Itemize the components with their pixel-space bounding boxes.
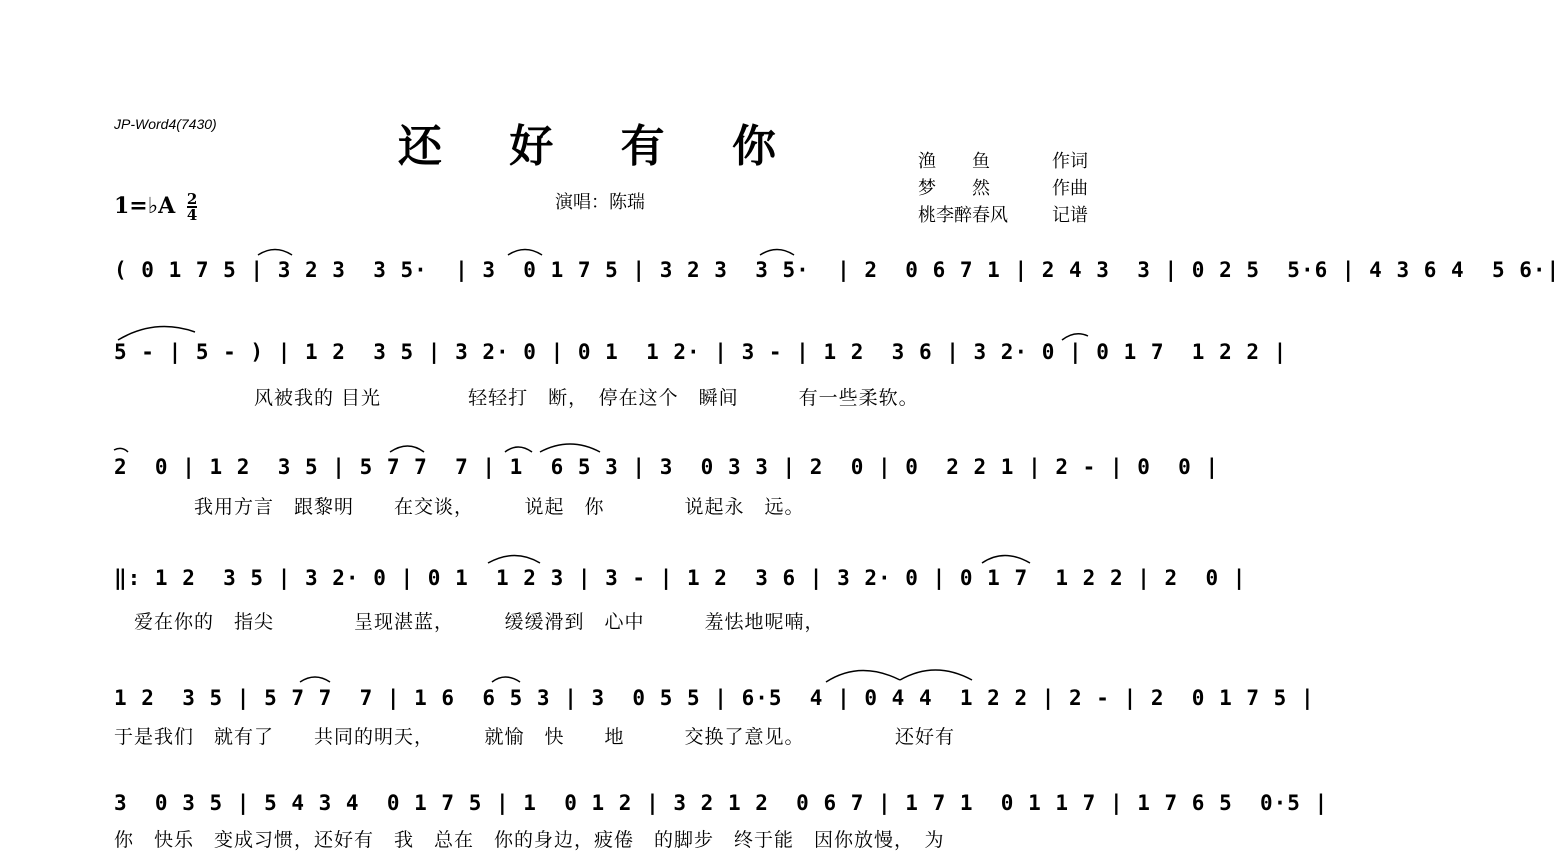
slur <box>505 447 532 452</box>
score-line-1: ( 0 1 7 5 | 3 2 3 3 5· | 3 0 1 7 5 | 3 2 3 3 5· | 2 0 6 7 1 | 2 4 3 3 | 0 2 5 5·6 | 4 3 6 4 5 6·| <box>114 258 1560 282</box>
credit-role: 作曲 <box>1052 178 1088 199</box>
lyric-line-2: 风被我的 目光 轻轻打 断， 停在这个 瞬间 有一些柔软。 <box>114 387 919 409</box>
slur <box>826 670 900 682</box>
credit-name: 渔 鱼 <box>918 151 990 172</box>
slur <box>300 677 330 682</box>
lyric-line-4: 爱在你的 指尖 呈现湛蓝， 缓缓滑到 心中 羞怯地呢喃， <box>114 611 825 633</box>
lyric-line-6: 你 快乐 变成习惯，还好有 我 总在 你的身边，疲倦 的脚步 终于能 因你放慢， 为 <box>114 829 945 851</box>
score-line-4: ‖: 1 2 3 5 | 3 2· 0 | 0 1 1 2 3 | 3 - | 1 2 3 6 | 3 2· 0 | 0 1 7 1 2 2 | 2 0 | <box>114 566 1247 590</box>
time-signature-bottom: 4 <box>186 206 198 224</box>
slur <box>900 670 972 680</box>
slur <box>390 446 424 452</box>
score-line-5: 1 2 3 5 | 5 7 7 7 | 1 6 6 5 3 | 3 0 5 5 | 6·5 4 | 0 4 4 1 2 2 | 2 - | 2 0 1 7 5 | <box>114 686 1315 710</box>
singer-label: 演唱：陈瑞 <box>555 192 645 213</box>
slur <box>540 444 600 452</box>
software-label: JP-Word4(7430) <box>114 116 217 132</box>
slur <box>508 250 542 256</box>
slur <box>760 250 794 256</box>
credit-role: 作词 <box>1052 151 1088 172</box>
score-line-2: 5 - | 5 - ) | 1 2 3 5 | 3 2· 0 | 0 1 1 2· | 3 - | 1 2 3 6 | 3 2· 0 | 0 1 7 1 2 2 | <box>114 340 1288 364</box>
song-title: 还 好 有 你 <box>398 121 802 172</box>
lyric-line-5: 于是我们 就有了 共同的明天， 就愉 快 地 交换了意见。 还好有 <box>114 726 956 748</box>
credit-name: 桃李醉春风 <box>918 205 1008 226</box>
lyric-line-3: 我用方言 跟黎明 在交谈， 说起 你 说起永 远。 <box>114 496 805 518</box>
slur <box>982 556 1030 564</box>
time-signature-top: 2 <box>186 190 198 208</box>
credit-name: 梦 然 <box>918 178 990 199</box>
slur <box>492 677 520 682</box>
score-line-3: 2 0 | 1 2 3 5 | 5 7 7 7 | 1 6 5 3 | 3 0 3 3 | 2 0 | 0 2 2 1 | 2 - | 0 0 | <box>114 455 1220 479</box>
credit-role: 记谱 <box>1052 205 1088 226</box>
slur <box>1062 334 1088 340</box>
slur <box>488 556 540 564</box>
key-text: 1=♭A <box>114 193 176 219</box>
slur <box>114 448 128 452</box>
score-line-6: 3 0 3 5 | 5 4 3 4 0 1 7 5 | 1 0 1 2 | 3 2 1 2 0 6 7 | 1 7 1 0 1 1 7 | 1 7 6 5 0·5 | <box>114 791 1329 815</box>
slur <box>258 250 292 256</box>
slur <box>118 327 195 340</box>
